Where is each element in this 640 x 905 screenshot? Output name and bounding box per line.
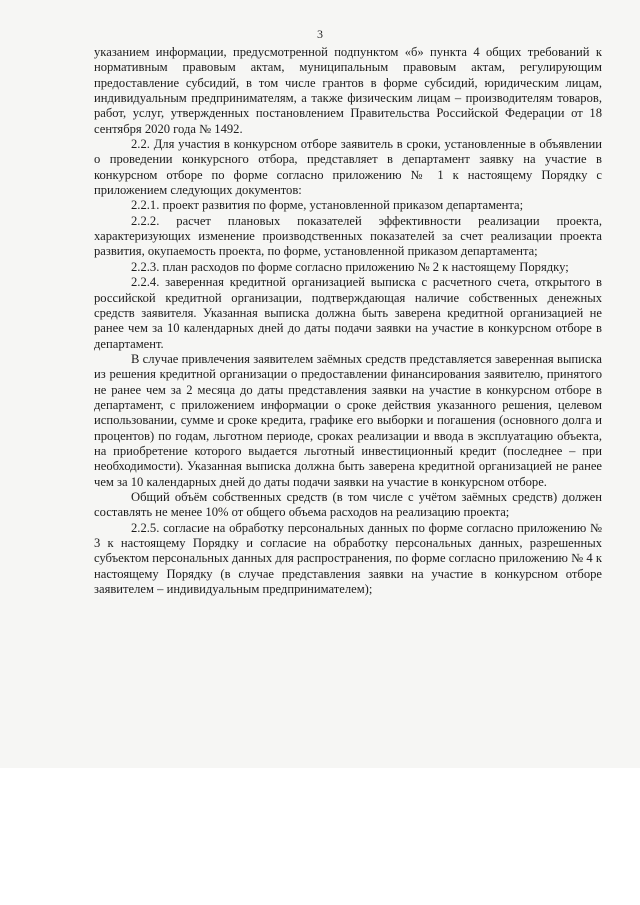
paragraph-borrowed-funds: В случае привлечения заявителем заёмных средств представляется заверенная выписка из решения кредитной организации о предоставлении финансирования заявителю, принятого не ранее чем за 2 месяца до даты представления заявки на участие в конкурсном отборе в департамент, с приложением информации о сроке действия указанного решения, целевом использовании, сумме и сроке кредита, графике его выборки и погашения (основного долга и процентов) по годам, льготном периоде, сроках реализации и ввода в эксплуатацию объекта, на приобретение которого выдается льготный инвестиционный кредит (последнее – при необходимости). Указанная выписка должна быть заверена кредитной организацией не ранее чем за 10 календарных дней до даты подачи заявки на участие в конкурсном отборе. — [94, 351, 602, 489]
paragraph-intro-continuation: указанием информации, предусмотренной подпунктом «б» пункта 4 общих требований к нормативным правовым актам, муниципальным правовым актам, регулирующим предоставление субсидий, в том числе грантов в форме субсидий, юридическим лицам, индивидуальным предпринимателям, а также физическим лицам – производителям товаров, работ, услуг, утвержденных постановлением Правительства Российской Федерации от 18 сентября 2020 года № 1492. — [94, 45, 602, 136]
paragraph-2-2: 2.2. Для участия в конкурсном отборе заявитель в сроки, установленные в объявлении о проведении конкурсного отбора, представляет в департамент заявку на участие в конкурсном отборе по форме согласно приложению № 1 к настоящему Порядку с приложением следующих документов: — [94, 137, 602, 198]
paragraph-2-2-2: 2.2.2. расчет плановых показателей эффективности реализации проекта, характеризующих изменение производственных показателей за счет реализации проекта развития, окупаемость проекта, по форме, установленной приказом департамента; — [94, 213, 602, 259]
paragraph-2-2-3: 2.2.3. план расходов по форме согласно приложению № 2 к настоящему Порядку; — [131, 259, 569, 274]
blank-area — [0, 768, 640, 905]
page-number: 3 — [317, 27, 323, 41]
paragraph-2-2-4: 2.2.4. заверенная кредитной организацией выписка с расчетного счета, открытого в российской кредитной организации, подтверждающая наличие собственных денежных средств заявителя. Указанная выписка должна быть заверена кредитной организацией не ранее чем за 10 календарных дней до даты подачи заявки на участие в конкурсном отборе в департамент. — [94, 275, 602, 351]
paragraph-own-funds-total: Общий объём собственных средств (в том числе с учётом заёмных средств) должен составлять не менее 10% от общего объема расходов на реализацию проекта; — [94, 489, 602, 520]
document-body — [94, 45, 602, 597]
paragraph-2-2-5: 2.2.5. согласие на обработку персональных данных по форме согласно приложению № 3 к настоящему Порядку и согласие на обработку персональных данных, разрешенных субъектом персональных данных для распространения, по форме согласно приложению № 4 к настоящему Порядку (в случае представления заявки на участие в конкурсном отборе заявителем – индивидуальным предпринимателем); — [94, 520, 602, 597]
paragraph-2-2-1: 2.2.1. проект развития по форме, установленной приказом департамента; — [131, 198, 524, 213]
